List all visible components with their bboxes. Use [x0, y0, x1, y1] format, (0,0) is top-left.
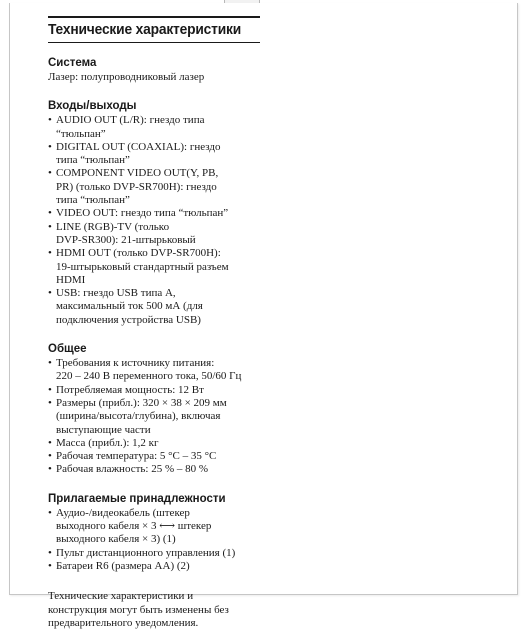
spec-item-line: типа “тюльпан”	[56, 154, 130, 167]
spec-item-line: “тюльпан”	[56, 127, 106, 140]
spec-item-line: подключения устройства USB)	[56, 313, 201, 326]
spec-item-line: Аудио-/видеокабель (штекер	[56, 506, 190, 519]
bullet-icon: •	[48, 450, 52, 463]
page-content	[48, 16, 260, 630]
spec-item-line: PR) (только DVP-SR700H): гнездо	[56, 180, 217, 193]
spec-list-item	[48, 287, 260, 327]
spec-item-line: Рабочая температура: 5 °C – 35 °C	[56, 450, 217, 463]
spec-item-line: HDMI OUT (только DVP-SR700H):	[56, 247, 221, 260]
footnote-line: предварительного уведомления.	[48, 616, 199, 629]
spec-list-item	[48, 463, 260, 476]
sections-container	[48, 57, 260, 573]
spec-list-item	[48, 207, 260, 220]
spec-item-line: Масса (прибл.): 1,2 кг	[56, 436, 159, 449]
spec-list-item	[48, 247, 260, 287]
spec-list-item	[48, 450, 260, 463]
spec-section	[48, 493, 260, 573]
spec-item-line: типа “тюльпан”	[56, 194, 130, 207]
bullet-icon: •	[48, 207, 52, 220]
spec-item-line: Размеры (прибл.): 320 × 38 × 209 мм	[56, 396, 227, 409]
spec-item-line: (ширина/высота/глубина), включая	[56, 410, 221, 423]
bullet-icon: •	[48, 463, 52, 476]
spec-item-line: выходного кабеля × 3) (1)	[56, 533, 176, 546]
spec-item-line: выходного кабеля × 3 ⟷ штекер	[56, 520, 212, 533]
spec-item-line: Батареи R6 (размера AA) (2)	[56, 559, 190, 572]
spec-item-line: Рабочая влажность: 25 % – 80 %	[56, 463, 209, 476]
spec-list-item	[48, 507, 260, 547]
spec-list-item	[48, 357, 260, 384]
spec-item-line: COMPONENT VIDEO OUT(Y, PB,	[56, 167, 219, 180]
spec-item-line: Требования к источнику питания:	[56, 357, 215, 370]
spec-list-item	[48, 114, 260, 141]
spec-item-line: USB: гнездо USB типа A,	[56, 287, 176, 300]
footnote-line: конструкция могут быть изменены без	[48, 603, 229, 616]
spec-item-line: DVP-SR300): 21-штырьковый	[56, 233, 196, 246]
spec-list-item	[48, 437, 260, 450]
bullet-icon: •	[48, 559, 52, 572]
spec-list-item	[48, 384, 260, 397]
spec-item-line: 19-штырьковый стандартный разъем	[56, 260, 229, 273]
spec-section	[48, 57, 260, 84]
bullet-icon: •	[48, 247, 52, 260]
bullet-icon: •	[48, 114, 52, 127]
bullet-icon: •	[48, 436, 52, 449]
spec-list-item	[48, 547, 260, 560]
spec-list-item	[48, 397, 260, 437]
spec-item-line: DIGITAL OUT (COAXIAL): гнездо	[56, 140, 221, 153]
spec-item-line: VIDEO OUT: гнездо типа “тюльпан”	[56, 207, 229, 220]
section-title: Система	[48, 57, 97, 69]
spec-list-item	[48, 560, 260, 573]
heading-rule-bottom	[48, 42, 260, 43]
spec-list-item	[48, 221, 260, 248]
page-heading: Технические характеристики	[48, 21, 242, 38]
bullet-icon: •	[48, 167, 52, 180]
bullet-icon: •	[48, 506, 52, 519]
spec-item-line: выступающие части	[56, 423, 151, 436]
section-title: Общее	[48, 343, 87, 356]
bullet-icon: •	[48, 357, 52, 370]
bullet-icon: •	[48, 383, 52, 396]
bullet-icon: •	[48, 287, 52, 300]
spec-list-item	[48, 141, 260, 168]
spec-item-line: Пульт дистанционного управления (1)	[56, 546, 236, 559]
spec-section	[48, 100, 260, 327]
section-text-line: Лазер: полупроводниковый лазер	[48, 71, 205, 83]
footnote	[48, 590, 260, 630]
spec-item-line: Потребляемая мощность: 12 Вт	[56, 383, 204, 396]
footnote-line: Технические характеристики и	[48, 590, 194, 603]
bullet-icon: •	[48, 140, 52, 153]
spec-list-item	[48, 167, 260, 207]
bullet-icon: •	[48, 396, 52, 409]
heading-rule-top	[48, 16, 260, 18]
section-title: Прилагаемые принадлежности	[48, 492, 226, 505]
bullet-icon: •	[48, 546, 52, 559]
spec-section	[48, 343, 260, 477]
spec-item-line: AUDIO OUT (L/R): гнездо типа	[56, 114, 205, 127]
spec-item-line: 220 – 240 В переменного тока, 50/60 Гц	[56, 370, 242, 383]
document-page	[9, 3, 518, 629]
spec-item-line: LINE (RGB)-TV (только	[56, 220, 170, 233]
spec-item-line: HDMI	[56, 273, 86, 286]
bullet-icon: •	[48, 220, 52, 233]
spec-item-line: максимальный ток 500 мА (для	[56, 300, 203, 313]
section-title: Входы/выходы	[48, 100, 137, 113]
